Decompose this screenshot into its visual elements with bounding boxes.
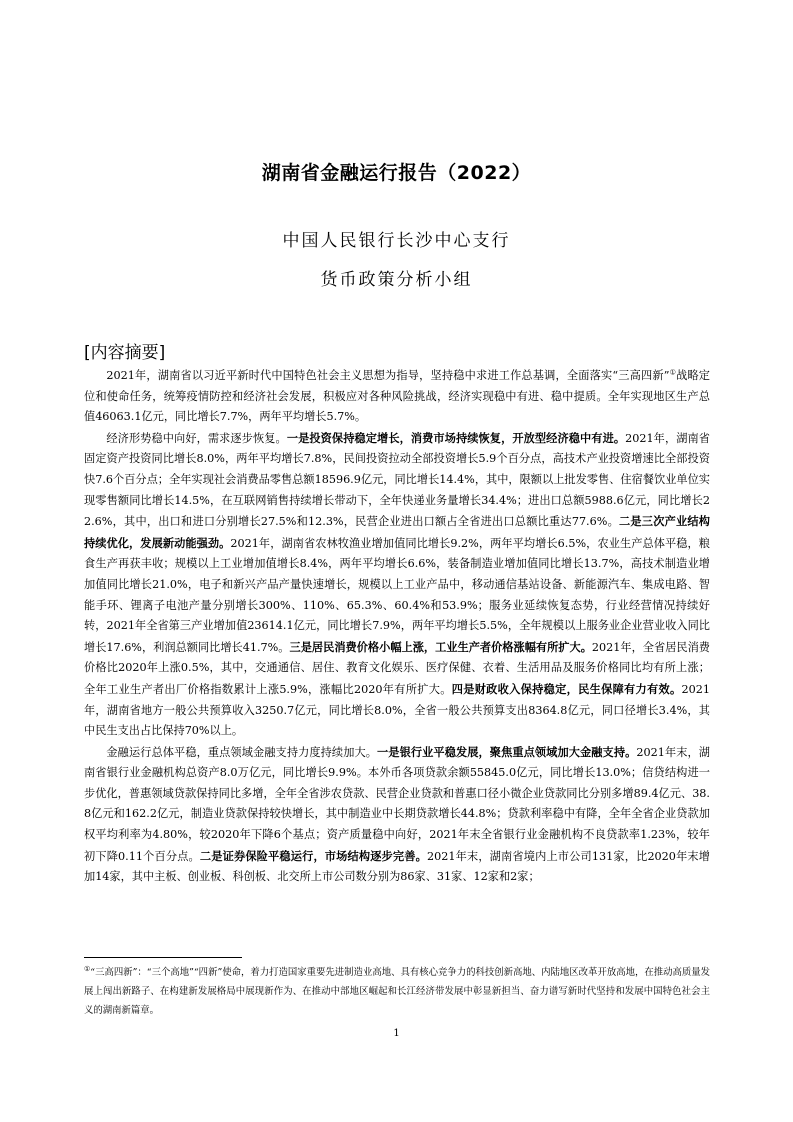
author-organization: 中国人民银行长沙中心支行 bbox=[282, 231, 511, 251]
paragraph-3-bold-2: 二是证券保险平稳运行，市场结构逐步完善。 bbox=[199, 848, 427, 863]
paragraph-2-bold-2: 二是三次产业结构持续优化，发展新动能强劲。 bbox=[84, 514, 710, 550]
footnote bbox=[84, 963, 710, 1020]
page-number: 1 bbox=[393, 1028, 400, 1039]
report-title: 湖南省金融运行报告（2022） bbox=[261, 162, 532, 184]
paragraph-3-text-2: 2021年末，湖南省境内上市公司131家，比2020年末增加14家，其中主板、创业板、科创板、北交所上市公司数分别为86家、31家、12家和2家； bbox=[84, 849, 710, 884]
paragraph-2-text-3: 2021年，全省居民消费价格比2020年上涨0.5%，其中，交通通信、居住、教育文化娱乐、医疗保健、衣着、生活用品及服务价格同比均有所上涨；全年工业生产者出厂价格指数累计上涨5.9%，涨幅比2020年有所扩大。 bbox=[84, 640, 710, 696]
footnote-separator bbox=[84, 957, 242, 958]
paragraph-3 bbox=[84, 742, 710, 888]
paragraph-3-bold-1: 一是银行业平稳发展，聚焦重点领域加大金融支持。 bbox=[377, 744, 637, 759]
paragraph-2-text-1: 2021年，湖南省固定资产投资同比增长8.0%，两年平均增长7.8%，民间投资拉动全部投资增长5.9个百分点，高技术产业投资增速比全部投资快7.6个百分点；全年实现社会消费品零售总额18596.9亿元，同比增长14.4%，其中，限额以上批发零售、住宿餐饮业单位实现零售额同比增长14.5%，在互联网销售持续增长带动下，全年快递业务量增长34.4%；进出口总额5988.6亿元，同比增长22.6%，其中，出口和进口分别增长27.5%和12.3%，民营企业进出口额占全省进出口总额比重达77.6%。 bbox=[84, 431, 710, 529]
paragraph-1-text-a: 2021年，湖南省以习近平新时代中国特色社会主义思想为指导，坚持稳中求进工作总基调，全面落实“三高四新” bbox=[106, 369, 670, 382]
paragraph-2-bold-4: 四是财政收入保持稳定，民生保障有力有效。 bbox=[451, 681, 682, 696]
paragraph-3-lead: 金融运行总体平稳，重点领域金融支持力度持续加大。 bbox=[106, 745, 378, 759]
paragraph-2-text-2: 2021年，湖南省农林牧渔业增加值同比增长9.2%，两年平均增长6.5%，农业生产总体平稳，粮食生产再获丰收；规模以上工业增加值增长8.4%，两年平均增长6.6%，装备制造业增加值同比增长13.7%，高技术制造业增加值同比增长21.0%，电子和新兴产品产量快速增长，规模以上工业产品中，移动通信基站设备、新能源汽车、集成电路、智能手环、锂离子电池产量分别增长300%、110%、65.3%、60.4%和53.9%；服务业延续恢复态势，行业经营情况持续好转，2021年全省第三产业增加值23614.1亿元，同比增长7.9%，两年平均增长5.5%，全年规模以上服务业企业营业收入同比增长17.6%，利润总额同比增长41.7%。 bbox=[84, 536, 710, 654]
paragraph-2-lead: 经济形势稳中向好，需求逐步恢复。 bbox=[106, 431, 287, 445]
section-heading: [内容摘要] bbox=[84, 343, 166, 363]
paragraph-1-text-b: 战略定位和使命任务，统筹疫情防控和经济社会发展，积极应对各种风险挑战，经济实现稳中有进、稳中提质。全年实现地区生产总值46063.1亿元，同比增长7.7%，两年平均增长5.7%。 bbox=[84, 369, 710, 424]
author-group: 货币政策分析小组 bbox=[320, 270, 473, 290]
footnote-text: “三高四新”：“三个高地”“四新”使命，着力打造国家重要先进制造业高地、具有核心竞争力的科技创新高地、内陆地区改革开放高地，在推动高质量发展上闯出新路子、在构建新发展格局中展现新作为、在推动中部地区崛起和长江经济带发展中彰显新担当、奋力谱写新时代坚持和发展中国特色社会主义的湖南新篇章。 bbox=[84, 967, 710, 1016]
abstract-body bbox=[84, 366, 710, 888]
paragraph-2-bold-3: 三是居民消费价格小幅上涨，工业生产者价格涨幅有所扩大。 bbox=[289, 639, 592, 654]
paragraph-3-text-1: 2021年末，湖南省银行业金融机构总资产8.0万亿元，同比增长9.9%。本外币各项贷款余额55845.0亿元，同比增长13.0%；信贷结构进一步优化，普惠领域贷款保持同比多增，全年全省涉农贷款、民营企业贷款和普惠口径小微企业贷款同比分别多增89.4亿元、38.8亿元和162.2亿元，制造业贷款保持较快增长，其中制造业中长期贷款增长44.8%；贷款利率稳中有降，全年全省企业贷款加权平均利率为4.80%，较2020年下降6个基点；资产质量稳中向好，2021年末全省银行业金融机构不良贷款率1.23%，较年初下降0.11个百分点。 bbox=[84, 745, 710, 863]
footnote-ref[interactable]: ① bbox=[669, 368, 677, 377]
paragraph-2-text-4: 2021年，湖南省地方一般公共预算收入3250.7亿元，同比增长8.0%，全省一般公共预算支出8364.8亿元，同口径增长3.4%，其中民生支出占比保持70%以上。 bbox=[84, 682, 710, 738]
paragraph-1 bbox=[84, 366, 710, 428]
footnote-mark: ① bbox=[84, 964, 91, 973]
paragraph-2 bbox=[84, 428, 710, 742]
paragraph-2-bold-1: 一是投资保持稳定增长，消费市场持续恢复，开放型经济稳中有进。 bbox=[286, 430, 626, 445]
